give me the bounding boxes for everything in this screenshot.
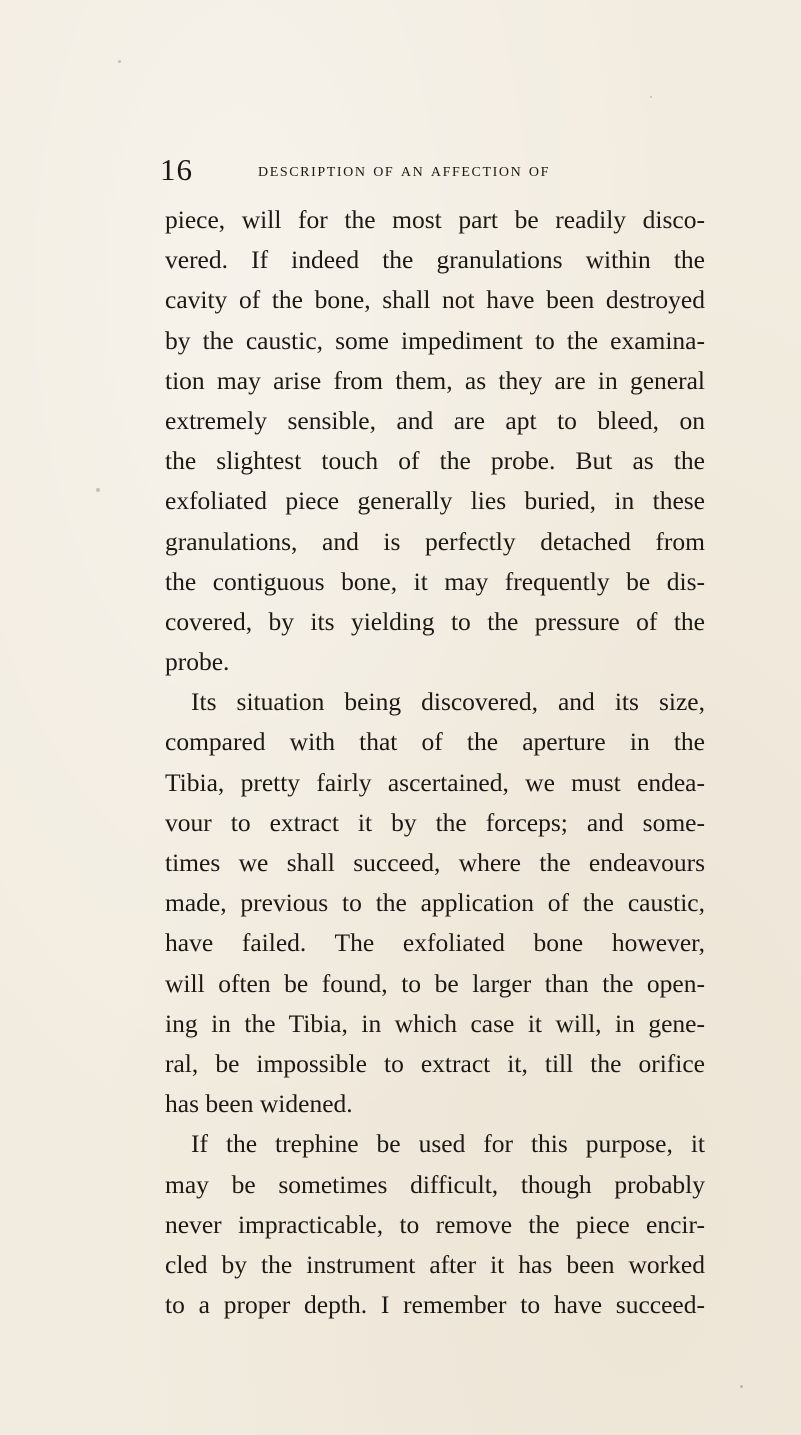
text-line: covered, by its yielding to the pressure of the bbox=[165, 606, 705, 636]
text-line: has been widened. bbox=[165, 1089, 353, 1119]
paper-speck bbox=[740, 1385, 743, 1388]
text-line: granulations, and is perfectly detached from bbox=[165, 526, 705, 556]
text-line: made, previous to the application of the caustic, bbox=[165, 888, 705, 918]
text-line: never impracticable, to remove the piece encir- bbox=[165, 1209, 705, 1239]
text-line: If the trephine be used for this purpose, it bbox=[191, 1129, 705, 1159]
running-head: description of an affection of bbox=[258, 159, 551, 181]
text-line: extremely sensible, and are apt to bleed, on bbox=[165, 405, 705, 435]
text-line: ing in the Tibia, in which case it will, in gene- bbox=[165, 1008, 705, 1038]
text-line: may be sometimes difficult, though probably bbox=[165, 1169, 705, 1199]
text-line: will often be found, to be larger than the open- bbox=[165, 968, 705, 998]
text-line: the contiguous bone, it may frequently be dis- bbox=[165, 566, 705, 596]
paper-speck bbox=[650, 96, 652, 98]
paper-speck bbox=[118, 60, 121, 63]
text-line: compared with that of the aperture in the bbox=[165, 727, 705, 757]
text-line: tion may arise from them, as they are in general bbox=[165, 365, 705, 395]
text-line: Its situation being discovered, and its size, bbox=[191, 687, 705, 717]
text-line: exfoliated piece generally lies buried, in these bbox=[165, 486, 705, 516]
page-header bbox=[160, 150, 720, 190]
page-number: 16 bbox=[160, 152, 193, 187]
body-text bbox=[165, 200, 705, 1325]
text-line: probe. bbox=[165, 647, 230, 677]
text-line: ral, be impossible to extract it, till the orifice bbox=[165, 1048, 705, 1078]
text-line: Tibia, pretty fairly ascertained, we must endea- bbox=[165, 767, 705, 797]
text-line: times we shall succeed, where the endeavours bbox=[165, 848, 705, 877]
text-line: vour to extract it by the forceps; and some- bbox=[165, 807, 705, 837]
text-line: have failed. The exfoliated bone however, bbox=[165, 928, 705, 958]
text-line: to a proper depth. I remember to have succeed- bbox=[165, 1290, 705, 1320]
text-line: by the caustic, some impediment to the examina- bbox=[165, 325, 705, 355]
paper-speck bbox=[96, 488, 100, 492]
text-line: piece, will for the most part be readily disco- bbox=[165, 205, 705, 234]
text-line: vered. If indeed the granulations within the bbox=[165, 245, 705, 275]
text-line: cavity of the bone, shall not have been destroyed bbox=[165, 285, 705, 315]
text-line: cled by the instrument after it has been worked bbox=[165, 1249, 705, 1279]
text-line: the slightest touch of the probe. But as the bbox=[165, 446, 705, 476]
